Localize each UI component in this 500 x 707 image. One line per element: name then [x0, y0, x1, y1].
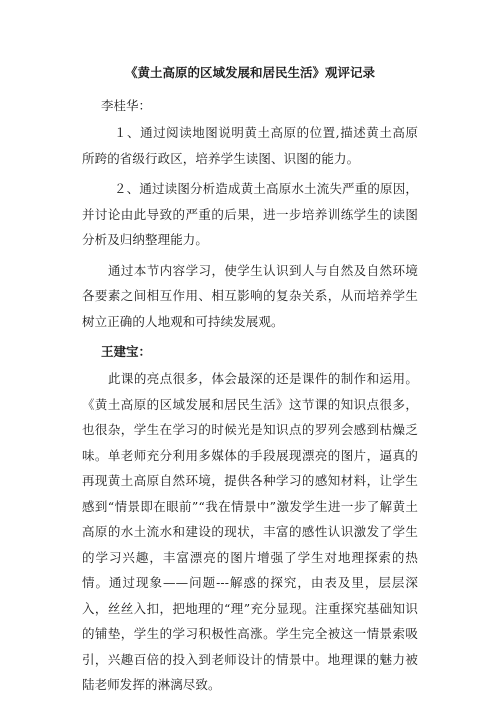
speaker-name: 李桂华： [101, 98, 152, 113]
document-title: 《黄土高原的区域发展和居民生活》观评记录 [124, 65, 375, 80]
paragraph: 通过本节内容学习，使学生认识到人与自然及自然环境各要素之间相互作用、相互影响的复杂关系，从而培养学生树立正确的人地观和可持续发展观。 [82, 262, 418, 329]
speaker-name: 王建宝： [101, 344, 152, 359]
paragraph: 此课的亮点很多，体会最深的还是课件的制作和运用。《黄土高原的区域发展和居民生活》这节课的知识点很多，也很杂，学生在学习的时候光是知识点的罗列会感到枯燥乏味。单老师充分利用多媒体的手段展现漂亮的图片，逼真的再现黄土高原自然环境，提供各种学习的感知材料，让学生感到“情景即在眼前”“我在情景中”激发学生进一步了解黄土高原的水土流水和建设的现状，丰富的感性认识激发了学生的学习兴趣，丰富漂亮的图片增强了学生对地理探索的热情。通过现象——问题---解惑的探究，由表及里，层层深入，丝丝入扣，把地理的“理”充分显现。注重探究基础知识的铺垫，学生的学习积极性高涨。学生完全被这一情景索吸引，兴趣百倍的投入到老师设计的情景中。地理课的魅力被陆老师发挥的淋漓尽致。 [82, 371, 418, 692]
paragraph: ２、通过读图分析造成黄土高原水土流失严重的原因，并讨论由此导致的严重的后果，进一步培养训练学生的读图分析及归纳整理能力。 [82, 181, 418, 247]
paragraph: １、通过阅读地图说明黄土高原的位置,描述黄土高原所跨的省级行政区，培养学生读图、识图的能力。 [82, 125, 418, 166]
